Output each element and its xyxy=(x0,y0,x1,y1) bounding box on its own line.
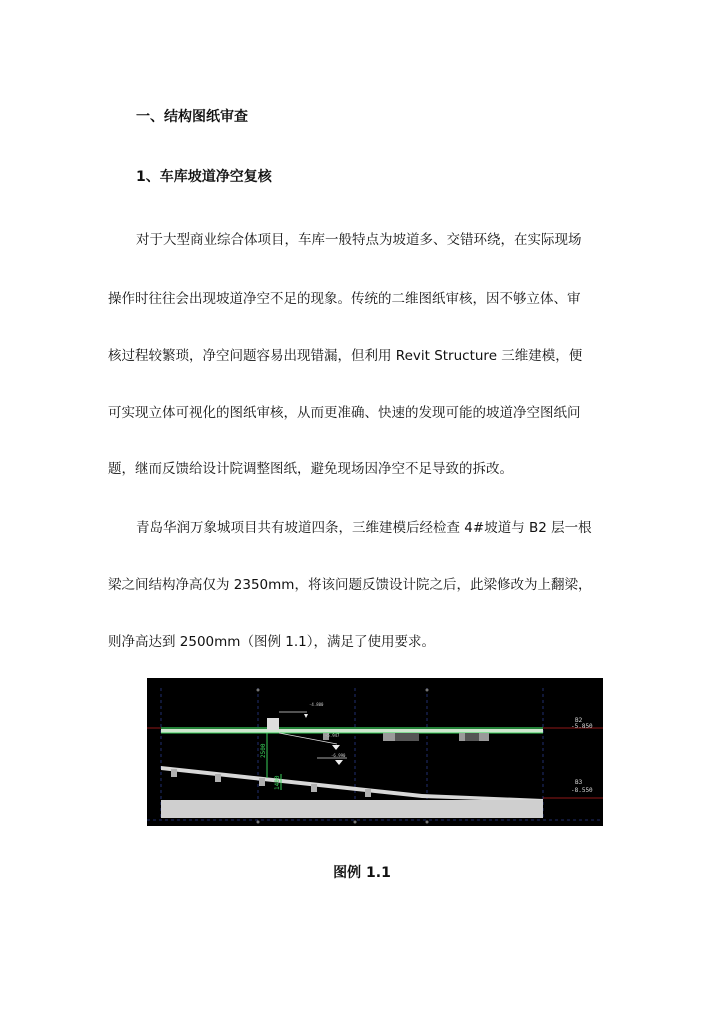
svg-text:-6.990: -6.990 xyxy=(331,753,346,758)
level-tag-name: B2 xyxy=(575,717,583,724)
dimension-label: 1400 xyxy=(274,775,281,790)
paragraph-1-line: 操作时往往会出现坡道净空不足的现象。传统的二维图纸审核，因不够立体、审 xyxy=(108,291,581,307)
dimension-label: 2500 xyxy=(260,743,267,758)
level-tag-value: -5.850 xyxy=(571,723,593,730)
svg-text:-5.947: -5.947 xyxy=(325,733,340,738)
paragraph-1-line: 核过程较繁琐，净空问题容易出现错漏，但利用 Revit Structure 三维建模，便 xyxy=(108,348,583,364)
paragraph-2-line: 青岛华润万象城项目共有坡道四条，三维建模后经检查 4#坡道与 B2 层一根 xyxy=(136,520,592,536)
ramp-section-drawing xyxy=(147,678,603,826)
ramp-slab xyxy=(161,766,543,802)
upturned-beam xyxy=(267,718,279,730)
paragraph-1-line: 可实现立体可视化的图纸审核，从而更准确、快速的发现可能的坡道净空图纸问 xyxy=(108,405,581,421)
paragraph-2-line: 梁之间结构净高仅为 2350mm，将该问题反馈设计院之后，此梁修改为上翻梁， xyxy=(108,577,592,593)
section-heading: 一、结构图纸审查 xyxy=(136,109,248,125)
bottom-slab xyxy=(161,800,543,818)
svg-text:-4.800: -4.800 xyxy=(309,702,324,707)
level-tag-name: B3 xyxy=(575,779,583,786)
paragraph-1-line: 题，继而反馈给设计院调整图纸，避免现场因净空不足导致的拆改。 xyxy=(108,461,513,477)
sub-heading: 1、车库坡道净空复核 xyxy=(136,169,272,185)
ramp-section-figure xyxy=(147,678,603,826)
level-tag-value: -8.550 xyxy=(571,787,593,794)
paragraph-1-line: 对于大型商业综合体项目，车库一般特点为坡道多、交错环绕，在实际现场 xyxy=(136,232,582,248)
figure-caption: 图例 1.1 xyxy=(333,865,391,881)
paragraph-2-line: 则净高达到 2500mm（图例 1.1），满足了使用要求。 xyxy=(108,634,435,650)
